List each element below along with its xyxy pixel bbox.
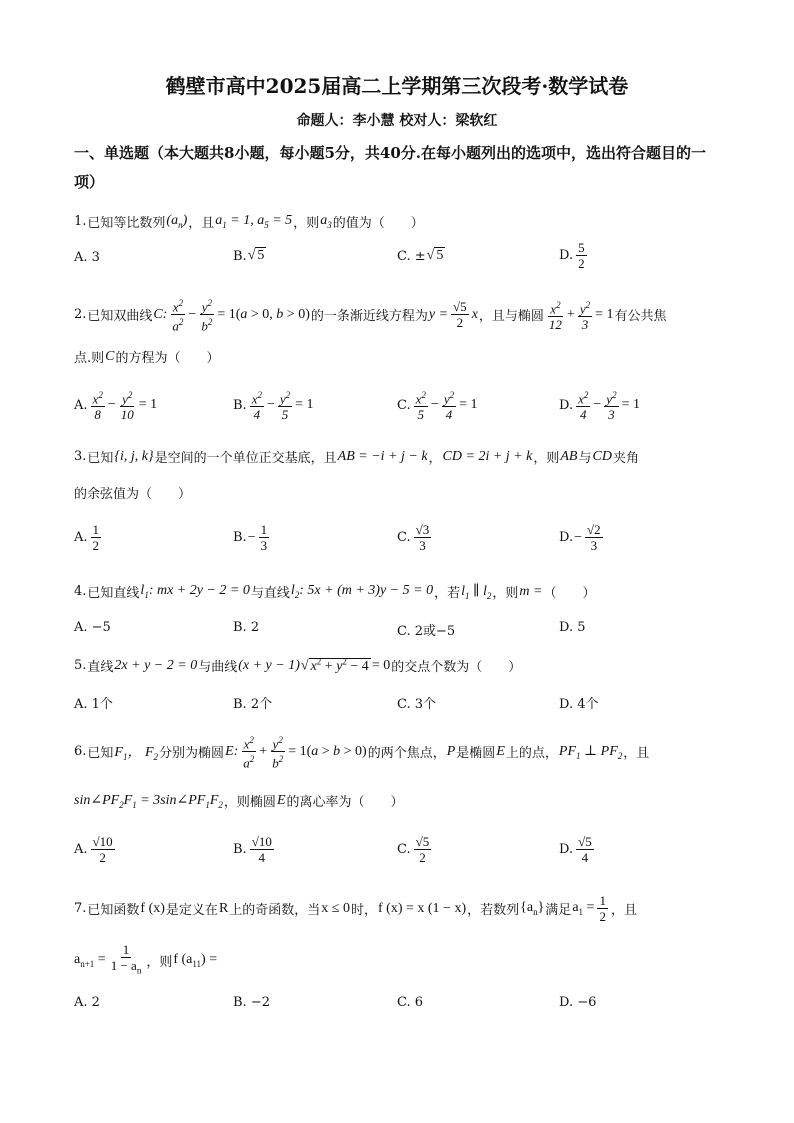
option-label: B. <box>233 530 247 545</box>
question-text: 时， <box>350 903 377 918</box>
fraction: $\frac{y^2}{b^2}$ <box>201 298 213 334</box>
math-expr: R <box>218 900 229 916</box>
option-b[interactable]: B. − $\frac{1}{3}$ <box>233 522 268 553</box>
math-expr: C <box>105 348 115 364</box>
option-a[interactable]: A. 2 <box>74 995 100 1010</box>
question-text: 点.则 <box>74 351 105 366</box>
question-text: 夹角 <box>612 451 639 466</box>
option-label: D. <box>559 248 574 263</box>
math-op: = 0 <box>371 657 391 673</box>
math-expr: $PF_1$ ⊥ $PF_2$ <box>558 743 623 761</box>
line-l2: $l_2$: 5x + (m + 3)y − 5 = 0 <box>290 583 434 600</box>
question-text: 已知 <box>87 451 114 466</box>
question-number: 6. <box>74 744 87 760</box>
fraction: $\frac{x^2}{4}$ <box>578 390 589 423</box>
question-text: ，若 <box>434 586 461 601</box>
option-b[interactable]: B. −2 <box>233 995 270 1010</box>
math-expr: y = <box>428 306 449 322</box>
fraction: $\frac{x^2}{12}$ <box>548 299 562 332</box>
fraction: $\frac{y^2}{3}$ <box>579 299 591 332</box>
question-text: 直线 <box>87 660 114 675</box>
option-c[interactable] <box>397 522 433 553</box>
question-number: 5. <box>74 658 87 673</box>
option-label: A. <box>74 842 88 857</box>
fraction: $\frac{√5}{2}$ <box>453 299 467 331</box>
question-text: 上的奇函数，当 <box>229 903 321 918</box>
option-a[interactable]: A. 3 <box>74 250 100 265</box>
option-d[interactable] <box>559 834 596 865</box>
question-text: 的离心率为（ ） <box>286 795 404 810</box>
parallel-cond: $l_1$ ∥ $l_2$ <box>461 583 492 601</box>
question-text: 满足 <box>545 903 572 918</box>
question-text: 已知直线 <box>87 586 140 601</box>
option-d[interactable]: D. 5 <box>559 620 586 635</box>
fraction: $\frac{x^2}{a^2}$ <box>172 298 184 334</box>
authors-line <box>0 110 794 130</box>
sqrt-expr: √ 5 <box>426 248 444 263</box>
math-expr: $a_1$ = <box>572 900 595 917</box>
fraction: $\frac{1}{2}$ <box>599 893 606 924</box>
fraction: $\frac{y^2}{3}$ <box>606 390 617 423</box>
math-expr: f $(a_{11})$ = <box>173 951 218 969</box>
math-cond: $a_1 = 1$, $a_5 = 5$ <box>215 213 293 230</box>
question-number: 7. <box>74 901 87 916</box>
question-text: ，则椭圆 <box>223 795 276 810</box>
fraction: $\frac{y^2}{5}$ <box>279 390 291 423</box>
math-op: = 1 <box>595 306 614 322</box>
question-2 <box>74 296 667 334</box>
math-expr: 2x + y − 2 = 0 <box>114 657 198 673</box>
math-expr: E <box>496 743 505 759</box>
question-text: ，若数列 <box>467 903 520 918</box>
line-l1: $l_1$: mx + 2y − 2 = 0 <box>140 583 250 600</box>
fraction: $\frac{√5}{2}$ <box>415 834 430 865</box>
question-text: 的一条渐近线方程为 <box>310 309 428 325</box>
vector-cd-ref: CD <box>592 448 612 464</box>
fraction: $\frac{1}{3}$ <box>260 522 268 553</box>
question-text: （ ） <box>543 586 596 601</box>
question-text: 是定义在 <box>165 903 218 918</box>
fraction: $\frac{√3}{3}$ <box>415 522 430 553</box>
option-d[interactable]: D. 4个 <box>559 697 599 712</box>
option-label: C. <box>397 530 411 545</box>
question-text: ，则 <box>293 216 320 231</box>
math-expr: x ≤ 0 <box>321 900 350 916</box>
math-expr: = 1(a > b > 0) <box>288 743 367 759</box>
vector-cd: CD = 2i + j + k <box>442 448 533 464</box>
option-c[interactable]: C. 2或−5 <box>397 624 456 639</box>
question-text: 是空间的一个单位正交基底，且 <box>154 451 337 466</box>
question-text: 与 <box>578 451 592 466</box>
question-number: 4. <box>74 584 87 599</box>
question-number: 1. <box>74 214 87 229</box>
question-text: ，且 <box>188 216 215 231</box>
question-text: ，则 <box>533 451 560 466</box>
vector-ab: AB = −i + j − k <box>337 448 428 464</box>
question-text: ，则 <box>146 954 173 970</box>
sqrt-expr: √ $x^2 + y^2 - 4$ <box>300 656 369 674</box>
question-3 <box>74 447 639 466</box>
question-6-line2 <box>74 791 404 810</box>
sqrt-expr: √ 5 <box>247 248 265 263</box>
fraction: $\frac{5}{2}$ <box>578 240 585 271</box>
option-a[interactable]: A. 1个 <box>74 697 113 712</box>
option-b[interactable]: B. 2个 <box>233 697 273 712</box>
option-d[interactable]: D. − $\frac{√2}{3}$ <box>559 522 601 553</box>
option-label: C. ± <box>397 248 426 264</box>
option-c[interactable] <box>397 834 433 865</box>
fraction: $\frac{√2}{3}$ <box>587 522 601 553</box>
option-d[interactable]: D. −6 <box>559 995 597 1010</box>
question-5 <box>74 656 521 675</box>
math-op: − <box>188 306 197 322</box>
fraction: $\frac{x^2}{5}$ <box>415 390 426 423</box>
option-label: D. <box>559 397 574 413</box>
math-expr: E: <box>225 743 239 759</box>
question-text: 与直线 <box>250 586 290 601</box>
question-7 <box>74 893 637 924</box>
question-3-line2: 的余弦值为（ ） <box>74 487 192 502</box>
question-text: ， <box>428 451 442 466</box>
option-label: C. <box>397 842 411 857</box>
math-expr: P <box>446 743 456 759</box>
question-text: 已知 <box>87 746 114 762</box>
question-text: 的值为（ ） <box>332 216 424 231</box>
option-a[interactable]: A. −5 <box>74 620 111 635</box>
question-4 <box>74 582 595 601</box>
math-expr: f (x) <box>140 900 165 916</box>
question-1 <box>74 212 424 231</box>
option-label: D. <box>559 842 574 857</box>
fraction: $\frac{y^2}{10}$ <box>120 390 134 423</box>
question-text: ，且 <box>610 903 637 918</box>
fraction: $\frac{√10}{2}$ <box>92 834 113 865</box>
math-expr: $\{a_n\}$ <box>520 900 545 917</box>
vector-ab-ref: AB <box>560 448 578 464</box>
fraction: $\frac{√5}{4}$ <box>578 834 592 865</box>
math-expr: E <box>276 792 286 808</box>
question-text: 分别为椭圆 <box>159 746 225 762</box>
fraction: $\frac{x^2}{8}$ <box>92 390 103 423</box>
option-b[interactable]: B. $\frac{x^2}{4}$ − $\frac{y^2}{5}$ = 1 <box>233 390 314 423</box>
option-label: A. <box>74 530 88 545</box>
section-heading: 一、单选题（本大题共8小题，每小题5分，共40分.在每小题列出的选项中，选出符合题目的一项） <box>74 144 706 191</box>
fraction: $\frac{1}{2}$ <box>92 522 100 553</box>
math-expr: C: <box>153 306 168 322</box>
option-b[interactable] <box>233 248 266 264</box>
question-text: 已知等比数列 <box>87 216 166 231</box>
option-label: B. <box>233 248 247 264</box>
question-text: 的交点个数为（ ） <box>391 660 522 675</box>
question-text: 已知函数 <box>87 903 140 918</box>
question-text: ，且与椭圆 <box>478 309 544 325</box>
math-op: + <box>566 306 575 322</box>
question-number: 2. <box>74 307 87 323</box>
math-expr: $F_1$， $F_2$ <box>114 745 159 763</box>
question-text: 有公共焦 <box>614 309 667 325</box>
question-number: 3. <box>74 449 87 464</box>
question-text: 的方程为（ ） <box>115 351 220 366</box>
math-expr: (x + y − 1) <box>238 657 300 673</box>
math-seq: $(a_n)$ <box>166 213 188 230</box>
math-expr: = 1(a > 0, b > 0) <box>217 306 310 322</box>
option-c[interactable] <box>397 248 445 264</box>
question-text: ，则 <box>492 586 519 601</box>
math-expr: m = <box>519 583 543 599</box>
math-expr: $a_{n+1}$ = <box>74 951 106 969</box>
option-b[interactable]: B. 2 <box>233 620 260 635</box>
option-c[interactable]: C. 3个 <box>397 697 437 712</box>
fraction: $\frac{y^2}{4}$ <box>443 390 455 423</box>
option-c[interactable]: C. 6 <box>397 995 424 1010</box>
option-a[interactable] <box>74 522 103 553</box>
fraction: $\frac{x^2}{4}$ <box>251 390 262 423</box>
math-expr: f (x) = x (1 − x) <box>378 900 467 916</box>
math-expr: $\sin\angle PF_2F_1$ = $3\sin\angle PF_1F_2$ <box>74 792 223 810</box>
fraction: $\frac{√10}{4}$ <box>251 834 272 865</box>
question-text: 的两个焦点， <box>367 746 446 762</box>
question-text: 是椭圆 <box>456 746 496 762</box>
option-b[interactable] <box>233 834 276 865</box>
math-target: $a_3$ <box>320 213 332 230</box>
question-text: 已知双曲线 <box>87 309 153 325</box>
option-label: B. <box>233 397 247 413</box>
authors-text: 命题人：李小慧 校对人：梁软红 <box>296 113 498 129</box>
question-text: 上的点， <box>505 746 558 762</box>
option-c[interactable]: C. $\frac{x^2}{5}$ − $\frac{y^2}{4}$ = 1 <box>397 390 478 423</box>
fraction: $\frac{1}{1 - a_n}$ <box>110 942 142 976</box>
math-expr: x <box>471 306 478 322</box>
option-label: D. <box>559 530 574 545</box>
basis-set: {i, j, k} <box>114 448 154 464</box>
fraction: $\frac{x^2}{a^2}$ <box>243 735 255 771</box>
question-2-line2 <box>74 347 220 366</box>
question-text: 与曲线 <box>198 660 238 675</box>
option-d[interactable]: D. $\frac{x^2}{4}$ − $\frac{y^2}{3}$ = 1 <box>559 390 640 423</box>
fraction: $\frac{y^2}{b^2}$ <box>272 735 284 771</box>
option-a[interactable]: A. $\frac{x^2}{8}$ − $\frac{y^2}{10}$ = 1 <box>74 390 158 423</box>
page-title: 鹤壁市高中2025届高二上学期第三次段考·数学试卷 <box>165 74 629 98</box>
option-label: C. <box>397 397 411 413</box>
option-a[interactable] <box>74 834 117 865</box>
option-label: B. <box>233 842 247 857</box>
question-6: 6. 已知 $F_1$， $F_2$ 分别为椭圆 E: $\frac{x^2}{a^2}$ + $\frac{y^2}{b^2}$ = 1(a > b > 0) 的两个焦点， P 是椭圆 E 上的点， $PF_1$ ⊥ $PF_2$ ，且 <box>74 735 650 771</box>
option-label: A. <box>74 397 88 413</box>
question-7-line2 <box>74 942 217 979</box>
question-text: ，且 <box>623 746 650 762</box>
option-d[interactable] <box>559 240 589 271</box>
